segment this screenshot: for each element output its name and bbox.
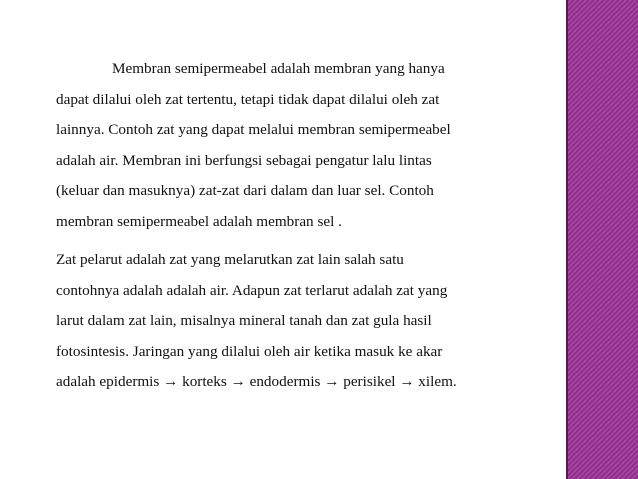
- body-text: [56, 54, 556, 398]
- text-line: adalah epidermis → korteks → endodermis → perisikel → xilem.: [56, 373, 457, 390]
- text-line: dapat dilalui oleh zat tertentu, tetapi tidak dapat dilalui oleh zat: [56, 90, 440, 108]
- text-line: Membran semipermeabel adalah membran yang hanya: [112, 60, 445, 77]
- text-line: adalah air. Membran ini berfungsi sebagai pengatur lalu lintas: [56, 151, 432, 169]
- text-line: lainnya. Contoh zat yang dapat melalui membran semipermeabel: [56, 121, 451, 138]
- paragraph-zat-pelarut: [56, 245, 556, 398]
- text-line: contohnya adalah adalah air. Adapun zat terlarut adalah zat yang: [56, 281, 448, 299]
- text-line: Zat pelarut adalah zat yang melarutkan zat lain salah satu: [56, 251, 404, 268]
- side-band-edge: [566, 0, 568, 479]
- text-line: (keluar dan masuknya) zat-zat dari dalam dan luar sel. Contoh: [56, 182, 434, 199]
- text-line: fotosintesis. Jaringan yang dilalui oleh air ketika masuk ke akar: [56, 342, 443, 360]
- paragraph-membran: [56, 54, 556, 237]
- diagonal-stripes-pattern: [566, 0, 638, 479]
- text-line: membran semipermeabel adalah membran sel .: [56, 212, 342, 230]
- decorative-side-band: [566, 0, 638, 479]
- text-line: larut dalam zat lain, misalnya mineral tanah dan zat gula hasil: [56, 312, 432, 329]
